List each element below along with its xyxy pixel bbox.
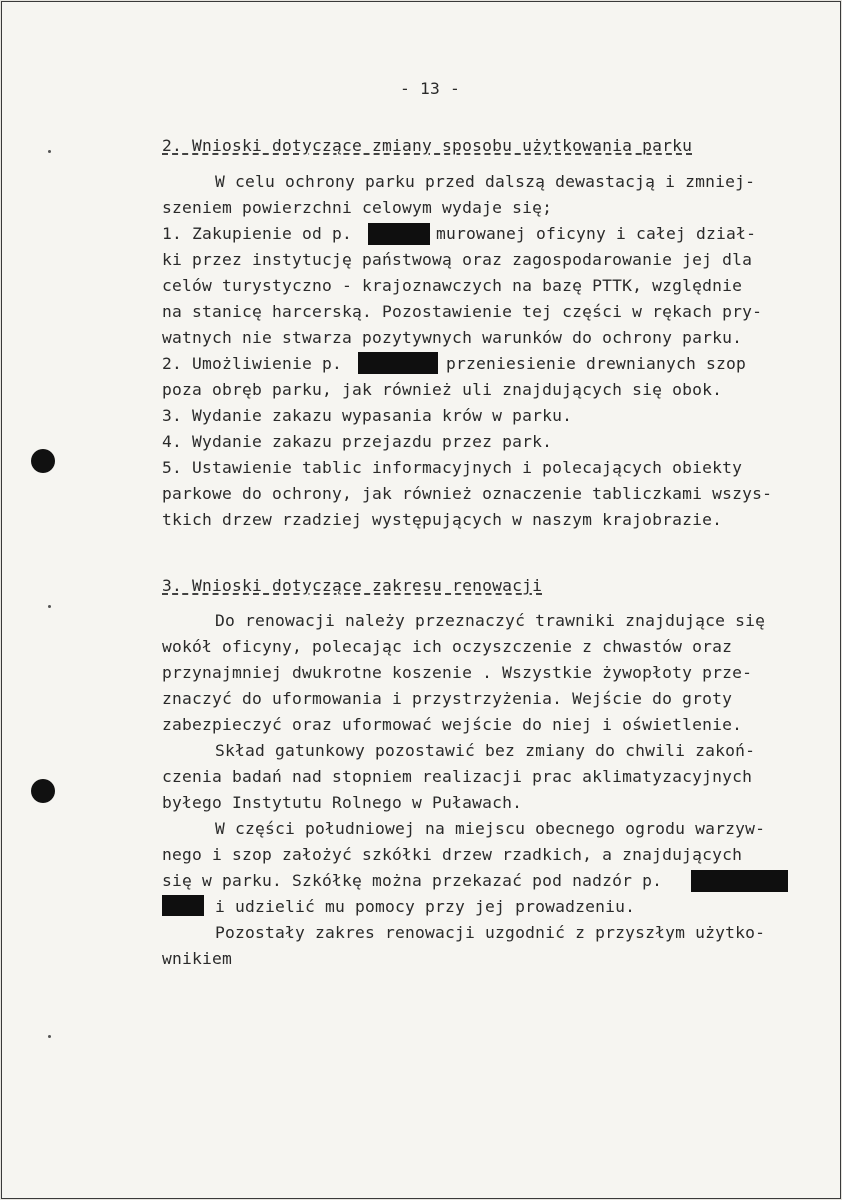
text-line: Pozostały zakres renowacji uzgodnić z przyszłym użytko- (215, 923, 766, 942)
text-line: znaczyć do uformowania i przystrzyżenia. Wejście do groty (162, 689, 733, 708)
section-3-heading: 3. Wnioski dotyczące zakresu renowacji (162, 576, 543, 595)
redaction-block (358, 352, 438, 374)
text-line: zabezpieczyć oraz uformować wejście do niej i oświetlenie. (162, 715, 743, 734)
text-line: 5. Ustawienie tablic informacyjnych i polecających obiekty (162, 458, 743, 477)
text-line: 4. Wydanie zakazu przejazdu przez park. (162, 432, 553, 451)
text-line: celów turystyczno - krajoznawczych na bazę PTTK, względnie (162, 276, 743, 295)
text-line: watnych nie stwarza pozytywnych warunków do ochrony parku. (162, 328, 743, 347)
text-line: Skład gatunkowy pozostawić bez zmiany do chwili zakoń- (215, 741, 756, 760)
punch-hole-top (31, 449, 55, 473)
text-line: W części południowej na miejscu obecnego ogrodu warzyw- (215, 819, 766, 838)
scan-speck (48, 150, 51, 153)
text-line: wnikiem (162, 949, 233, 968)
text-line: 2. Umożliwienie p. (162, 354, 343, 373)
scan-speck (48, 605, 51, 608)
text-line: 1. Zakupienie od p. (162, 224, 353, 243)
text-line: i udzielić mu pomocy przy jej prowadzeniu. (215, 897, 636, 916)
document-page (1, 1, 841, 1199)
text-line: poza obręb parku, jak również uli znajdujących się obok. (162, 380, 723, 399)
text-line: wokół oficyny, polecając ich oczyszczenie z chwastów oraz (162, 637, 733, 656)
page-number: - 13 - (400, 79, 461, 98)
text-line: przeniesienie drewnianych szop (446, 354, 747, 373)
text-line: tkich drzew rzadziej występujących w naszym krajobrazie. (162, 510, 723, 529)
text-line: czenia badań nad stopniem realizacji prac aklimatyzacyjnych (162, 767, 753, 786)
text-line: nego i szop założyć szkółki drzew rzadkich, a znajdujących (162, 845, 743, 864)
redaction-block (691, 870, 788, 892)
text-line: szeniem powierzchni celowym wydaje się; (162, 198, 553, 217)
text-line: przynajmniej dwukrotne koszenie . Wszystkie żywopłoty prze- (162, 663, 753, 682)
text-line: W celu ochrony parku przed dalszą dewastacją i zmniej- (215, 172, 756, 191)
text-line: ki przez instytucję państwową oraz zagospodarowanie jej dla (162, 250, 753, 269)
redaction-block (368, 223, 430, 245)
punch-hole-bottom (31, 779, 55, 803)
text-line: byłego Instytutu Rolnego w Puławach. (162, 793, 523, 812)
text-line: się w parku. Szkółkę można przekazać pod nadzór p. (162, 871, 663, 890)
redaction-block (162, 895, 204, 916)
text-line: parkowe do ochrony, jak również oznaczenie tabliczkami wszys- (162, 484, 773, 503)
text-line: 3. Wydanie zakazu wypasania krów w parku. (162, 406, 573, 425)
section-2-heading: 2. Wnioski dotyczące zmiany sposobu użytkowania parku (162, 136, 693, 155)
text-line: Do renowacji należy przeznaczyć trawniki znajdujące się (215, 611, 766, 630)
text-line: na stanicę harcerską. Pozostawienie tej części w rękach pry- (162, 302, 763, 321)
text-line: murowanej oficyny i całej dział- (436, 224, 757, 243)
scan-speck (48, 1035, 51, 1038)
